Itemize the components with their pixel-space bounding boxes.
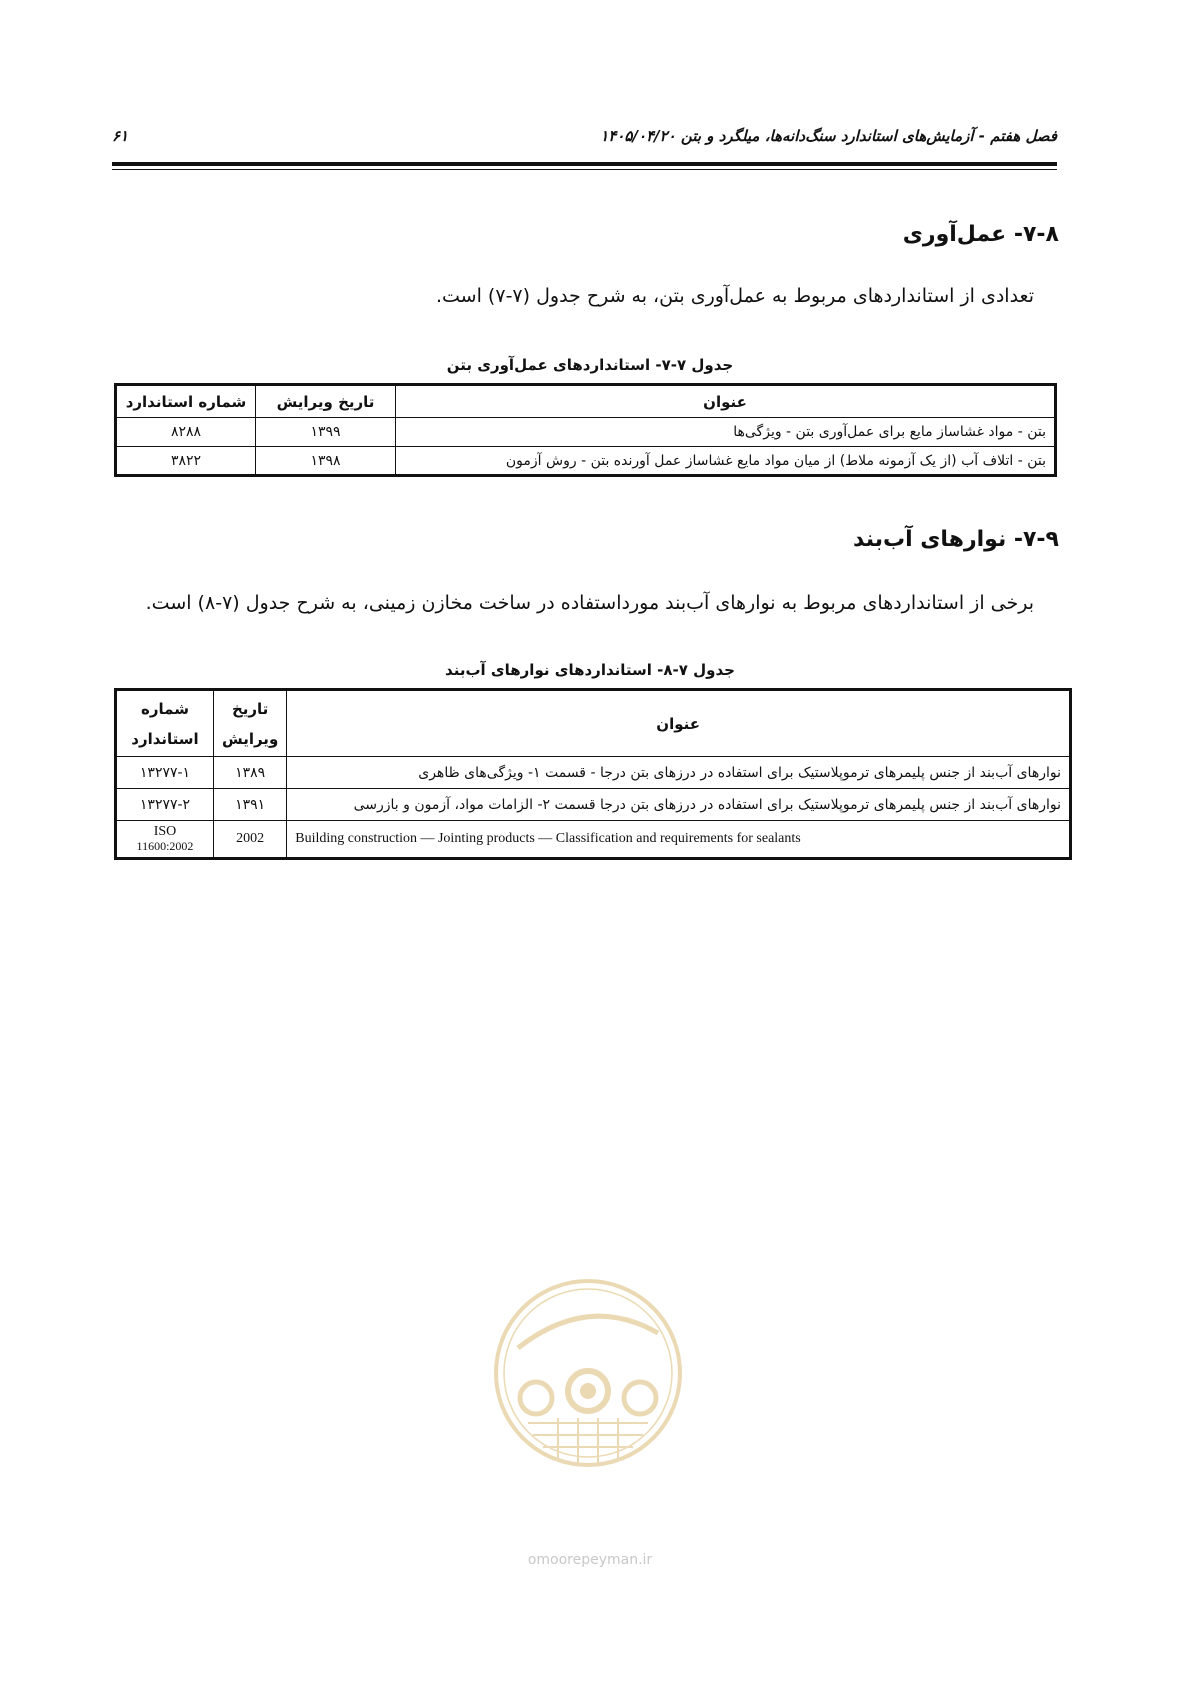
cell-title: نوارهای آب‌بند از جنس پلیمرهای ترموپلاستیک برای استفاده در درزهای بتن درجا قسمت ۲- الزامات مواد، آزمون و بازرسی — [287, 789, 1071, 821]
table-row — [116, 821, 1071, 859]
cell-revision: ۱۳۹۹ — [256, 418, 396, 447]
cell-revision: 2002 — [214, 821, 287, 859]
watermark-site: omoorepeyman.ir — [527, 1552, 653, 1568]
col-header-revision-line1: تاریخ — [231, 699, 269, 718]
col-header-number — [116, 690, 214, 757]
cell-title: بتن - اتلاف آب (از یک آزمونه ملاط) از میان مواد مایع غشاساز عمل آورنده بتن - روش آزمون — [396, 447, 1056, 476]
cell-number: ۱۳۲۷۷-۲ — [116, 789, 214, 821]
cell-revision: ۱۳۸۹ — [214, 757, 287, 789]
table-row — [116, 789, 1071, 821]
table-caption-7-8: جدول ۷-۸- استانداردهای نوارهای آب‌بند — [445, 661, 735, 679]
page-number: ۶۱ — [112, 127, 129, 145]
cell-revision: ۱۳۹۱ — [214, 789, 287, 821]
iso-standard-prefix: ISO — [153, 824, 177, 839]
col-header-revision — [214, 690, 287, 757]
header-rule-thick — [112, 162, 1057, 166]
watermark-logo-icon — [488, 1273, 688, 1473]
cell-number: ۳۸۲۲ — [116, 447, 256, 476]
cell-number: ۱۳۲۷۷-۱ — [116, 757, 214, 789]
col-header-title: عنوان — [287, 690, 1071, 757]
table-row — [116, 757, 1071, 789]
cell-number: ۸۲۸۸ — [116, 418, 256, 447]
table-header-row — [116, 385, 1056, 418]
table-row — [116, 447, 1056, 476]
section-title-waterstops: ۷-۹- نوارهای آب‌بند — [853, 527, 1059, 552]
paragraph-curing: تعدادی از استانداردهای مربوط به عمل‌آوری بتن، به شرح جدول (۷-۷) است. — [435, 285, 1034, 307]
running-header — [112, 127, 1057, 153]
cell-revision: ۱۳۹۸ — [256, 447, 396, 476]
col-header-number-line2: استاندارد — [131, 729, 199, 748]
col-header-number-line1: شماره — [141, 699, 189, 718]
cell-title: نوارهای آب‌بند از جنس پلیمرهای ترموپلاستیک برای استفاده در درزهای بتن درجا - قسمت ۱- ویژگی‌های ظاهری — [287, 757, 1071, 789]
col-header-number: شماره استاندارد — [116, 385, 256, 418]
cell-number — [116, 821, 214, 859]
table-7-8 — [114, 688, 1072, 860]
header-rule-thin — [112, 169, 1057, 170]
col-header-revision-line2: ویرایش — [222, 729, 279, 748]
cell-title: Building construction — Jointing products — Classification and requirements for sealants — [287, 821, 1071, 859]
col-header-revision: تاریخ ویرایش — [256, 385, 396, 418]
cell-title: بتن - مواد غشاساز مایع برای عمل‌آوری بتن - ویژگی‌ها — [396, 418, 1056, 447]
section-title-curing: ۷-۸- عمل‌آوری — [902, 222, 1059, 247]
table-7-7 — [114, 383, 1057, 477]
col-header-title: عنوان — [396, 385, 1056, 418]
iso-standard-code: 11600:2002 — [136, 839, 194, 853]
paragraph-waterstops: برخی از استانداردهای مربوط به نوارهای آب‌بند مورداستفاده در ساخت مخازن زمینی، به شرح جدول (۷-۸) است. — [145, 592, 1034, 614]
table-caption-7-7: جدول ۷-۷- استانداردهای عمل‌آوری بتن — [446, 356, 734, 374]
header-title: فصل هفتم - آزمایش‌های استاندارد سنگ‌دانه‌ها، میلگرد و بتن ۱۴۰۵/۰۴/۲۰ — [600, 127, 1057, 145]
table-header-row — [116, 690, 1071, 757]
table-row — [116, 418, 1056, 447]
